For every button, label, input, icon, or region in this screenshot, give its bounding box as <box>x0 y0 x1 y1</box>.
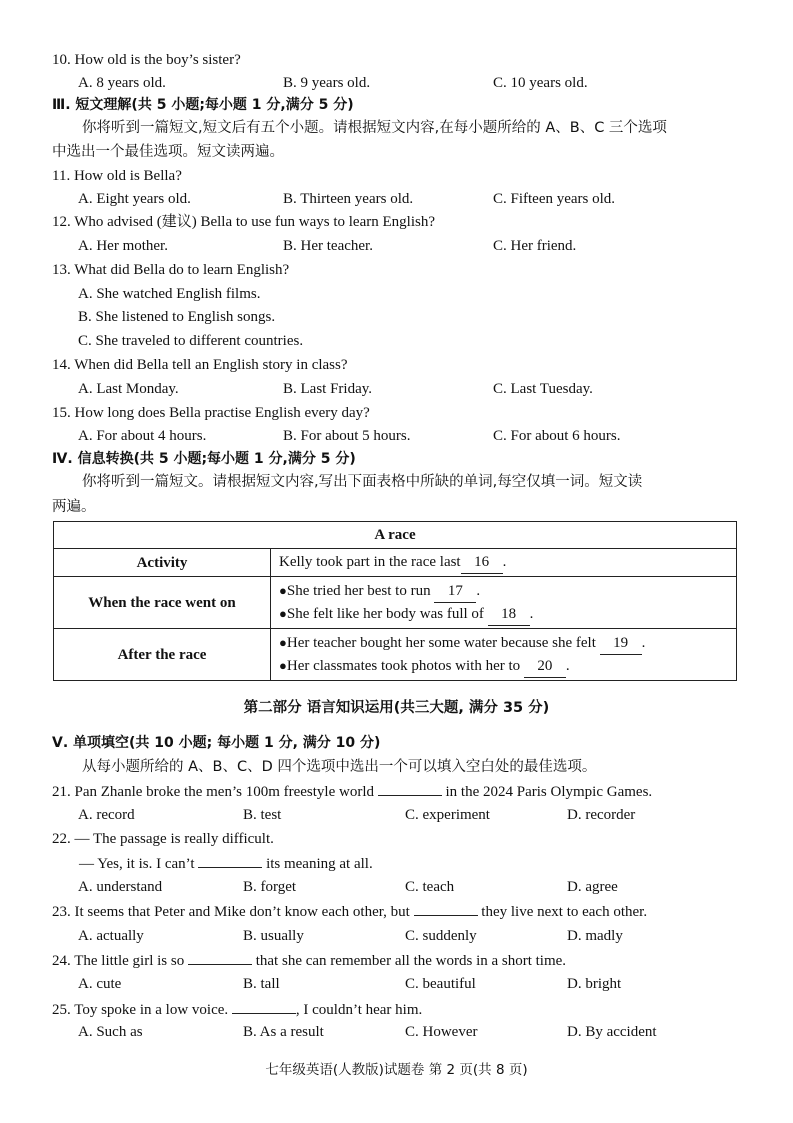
option-c: C. beautiful <box>405 976 476 992</box>
question-number: 15. <box>52 405 71 421</box>
option-c: C. For about 6 hours. <box>493 428 621 444</box>
question-number: 13. <box>52 262 71 278</box>
question-14 <box>52 355 348 375</box>
table-row <box>54 629 737 681</box>
option-b: B. As a result <box>243 1024 324 1040</box>
question-text: What did Bella do to learn English? <box>74 262 290 278</box>
option-b: B. 9 years old. <box>283 75 371 91</box>
option-b: B. Thirteen years old. <box>283 191 414 207</box>
question-text: How old is the boy’s sister? <box>74 52 241 68</box>
question-25: 25. Toy spoke in a low voice. , I couldn’t hear him. <box>52 999 422 1020</box>
section-4-instructions: 你将听到一篇短文。请根据短文内容,写出下面表格中所缺的单词,每空仅填一词。短文读 <box>82 474 643 490</box>
row-content: Kelly took part in the race last 16 . <box>271 549 737 577</box>
option-b: B. Last Friday. <box>283 381 373 397</box>
answer-blank[interactable] <box>188 950 252 965</box>
question-number: 24. <box>52 953 71 969</box>
answer-blank[interactable] <box>232 999 296 1014</box>
option-a: A. 8 years old. <box>78 75 166 91</box>
option-d: D. By accident <box>567 1024 657 1040</box>
question-24: 24. The little girl is so that she can remember all the words in a short time. <box>52 950 566 971</box>
option-a: A. actually <box>78 928 144 944</box>
answer-blank-18[interactable]: 18 <box>488 603 530 626</box>
option-b: B. Her teacher. <box>283 238 373 254</box>
answer-blank-16[interactable]: 16 <box>461 551 503 574</box>
question-22: 22. — The passage is really difficult. <box>52 831 274 847</box>
option-d: D. recorder <box>567 807 636 823</box>
option-b: B. She listened to English songs. <box>78 309 276 325</box>
section-3-heading: Ⅲ. 短文理解(共 5 小题;每小题 1 分,满分 5 分) <box>52 97 354 113</box>
option-d: D. agree <box>567 879 618 895</box>
question-23: 23. It seems that Peter and Mike don’t know each other, but they live next to each other. <box>52 901 647 922</box>
option-c: C. 10 years old. <box>493 75 588 91</box>
answer-blank[interactable] <box>414 901 478 916</box>
option-a: A. record <box>78 807 135 823</box>
section-4-heading: Ⅳ. 信息转换(共 5 小题;每小题 1 分,满分 5 分) <box>52 451 356 467</box>
option-d: D. bright <box>567 976 622 992</box>
row-label-during-race: When the race went on <box>54 577 271 629</box>
page-footer: 七年级英语(人教版)试题卷 第 2 页(共 8 页) <box>265 1062 528 1078</box>
table-title: A race <box>54 522 737 549</box>
race-table <box>53 521 737 681</box>
option-b: B. forget <box>243 879 297 895</box>
answer-blank[interactable] <box>198 853 262 868</box>
option-a: A. Her mother. <box>78 238 168 254</box>
question-number: 10. <box>52 52 71 68</box>
part-2-heading: 第二部分 语言知识运用(共三大题, 满分 35 分) <box>243 700 550 716</box>
section-3-instructions: 你将听到一篇短文,短文后有五个小题。请根据短文内容,在每小题所给的 A、B、C 三个选项 <box>82 120 667 136</box>
question-22-reply: — Yes, it is. I can’t its meaning at all. <box>79 853 373 874</box>
table-title-row <box>54 522 737 549</box>
bullet-icon: ● <box>279 605 287 621</box>
row-label-after-race: After the race <box>54 629 271 681</box>
question-number: 11. <box>52 168 71 184</box>
option-a: A. For about 4 hours. <box>78 428 207 444</box>
section-4-instructions-cont: 两遍。 <box>52 499 96 515</box>
option-c: C. However <box>405 1024 478 1040</box>
question-text: How long does Bella practise English every day? <box>74 405 370 421</box>
option-c: C. Fifteen years old. <box>493 191 616 207</box>
question-number: 14. <box>52 357 71 373</box>
row-label-activity: Activity <box>54 549 271 577</box>
question-text: When did Bella tell an English story in class? <box>74 357 348 373</box>
table-row <box>54 577 737 629</box>
option-d: D. madly <box>567 928 623 944</box>
question-number: 21. <box>52 784 71 800</box>
section-5-instructions: 从每小题所给的 A、B、C、D 四个选项中选出一个可以填入空白处的最佳选项。 <box>82 759 597 775</box>
answer-blank-20[interactable]: 20 <box>524 655 566 678</box>
option-b: B. test <box>243 807 282 823</box>
answer-blank-17[interactable]: 17 <box>434 580 476 603</box>
question-text: Who advised (建议) Bella to use fun ways to learn English? <box>74 214 435 230</box>
option-b: B. For about 5 hours. <box>283 428 411 444</box>
question-text: How old is Bella? <box>73 168 182 184</box>
option-b: B. usually <box>243 928 304 944</box>
option-a: A. She watched English films. <box>78 286 261 302</box>
option-c: C. experiment <box>405 807 490 823</box>
option-a: A. cute <box>78 976 122 992</box>
question-12 <box>52 212 435 232</box>
question-number: 23. <box>52 904 71 920</box>
bullet-icon: ● <box>279 634 287 650</box>
question-number: 25. <box>52 1002 71 1018</box>
bullet-icon: ● <box>279 657 287 673</box>
question-number: 22. <box>52 831 71 847</box>
question-13 <box>52 260 289 280</box>
section-3-instructions-cont: 中选出一个最佳选项。短文读两遍。 <box>52 144 284 160</box>
option-b: B. tall <box>243 976 280 992</box>
option-a: A. Such as <box>78 1024 143 1040</box>
option-c: C. teach <box>405 879 455 895</box>
answer-blank-19[interactable]: 19 <box>600 632 642 655</box>
bullet-icon: ● <box>279 582 287 598</box>
table-row <box>54 549 737 577</box>
option-c: C. suddenly <box>405 928 477 944</box>
option-a: A. Eight years old. <box>78 191 191 207</box>
answer-blank[interactable] <box>378 781 442 796</box>
option-c: C. Her friend. <box>493 238 577 254</box>
row-content: ●Her teacher bought her some water because she felt 19 . ●Her classmates took photos with her to 20 . <box>271 629 737 681</box>
question-11 <box>52 166 182 186</box>
option-c: C. She traveled to different countries. <box>78 333 304 349</box>
question-number: 12. <box>52 214 71 230</box>
row-content: ●She tried her best to run 17 . ●She felt like her body was full of 18 . <box>271 577 737 629</box>
option-a: A. Last Monday. <box>78 381 179 397</box>
section-5-heading: Ⅴ. 单项填空(共 10 小题; 每小题 1 分, 满分 10 分) <box>52 735 381 751</box>
option-c: C. Last Tuesday. <box>493 381 593 397</box>
question-15 <box>52 403 370 423</box>
question-21: 21. Pan Zhanle broke the men’s 100m freestyle world in the 2024 Paris Olympic Games. <box>52 781 652 802</box>
question-10 <box>52 50 241 70</box>
option-a: A. understand <box>78 879 163 895</box>
